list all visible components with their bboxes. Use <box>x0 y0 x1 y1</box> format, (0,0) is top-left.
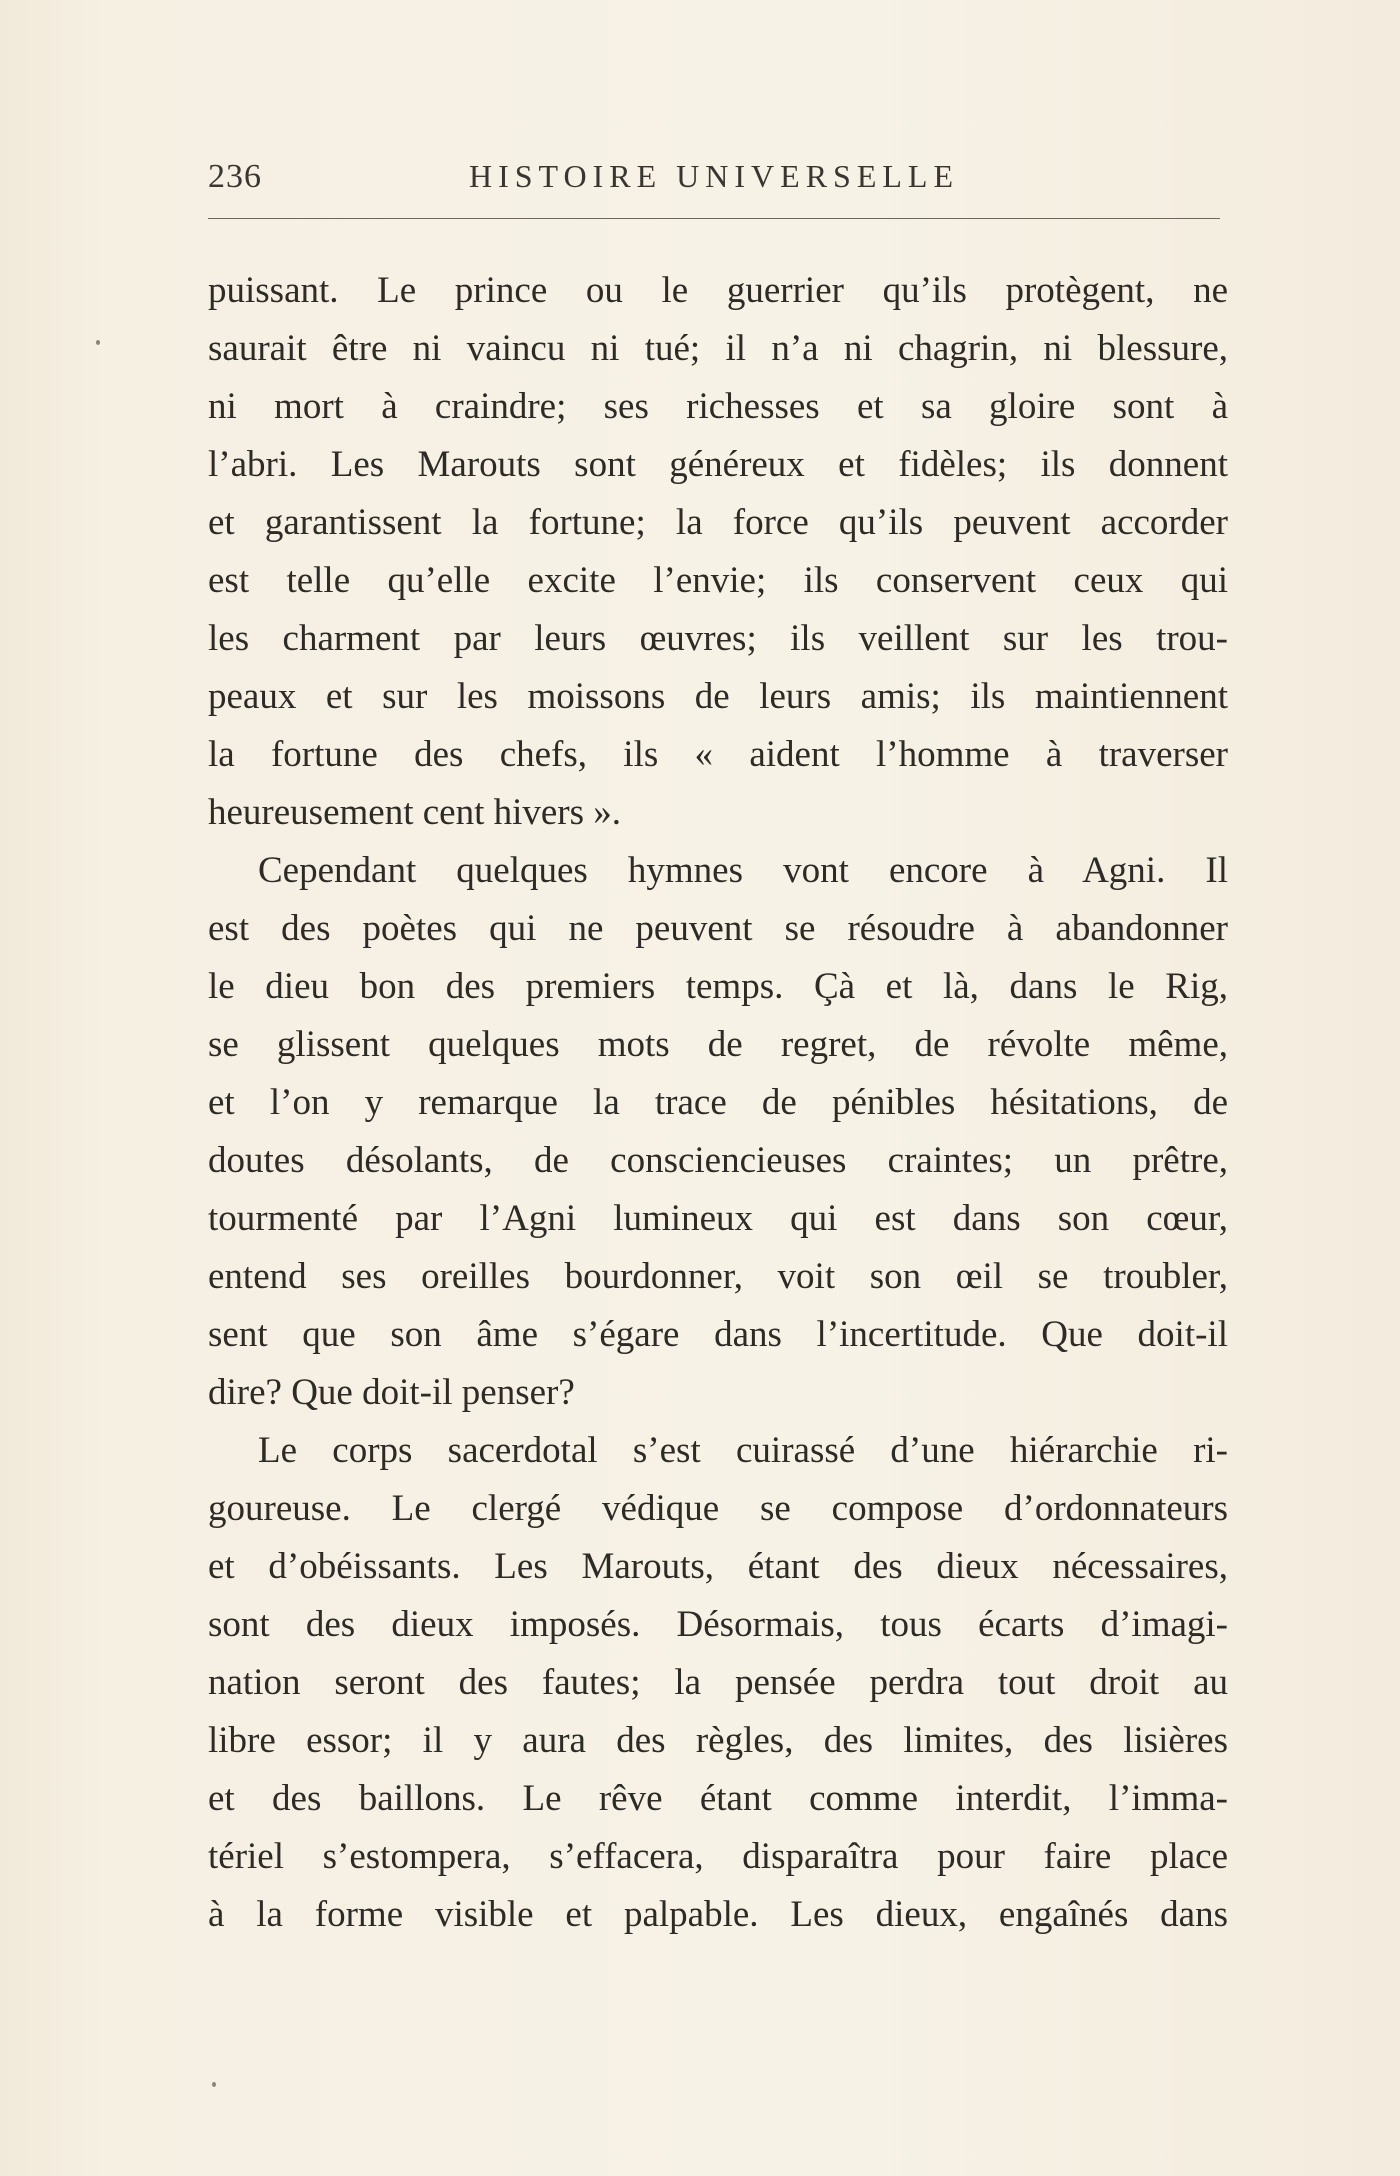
text-line: se glissent quelques mots de regret, de révolte même, <box>208 1024 1228 1065</box>
text-line: Cependant quelques hymnes vont encore à Agni. Il <box>258 850 1228 891</box>
header-rule <box>208 218 1220 219</box>
text-line: tourmenté par l’Agni lumineux qui est dans son cœur, <box>208 1198 1228 1239</box>
paper-speck <box>212 2082 216 2087</box>
text-line: sont des dieux imposés. Désormais, tous écarts d’imagi- <box>208 1604 1228 1645</box>
paragraph <box>208 1422 1228 1944</box>
text-line: Le corps sacerdotal s’est cuirassé d’une hiérarchie ri- <box>258 1430 1228 1471</box>
text-line: et des baillons. Le rêve étant comme interdit, l’imma- <box>208 1778 1228 1819</box>
text-line: dire? Que doit-il penser? <box>208 1372 575 1413</box>
text-line: est telle qu’elle excite l’envie; ils conservent ceux qui <box>208 560 1228 601</box>
paragraph <box>208 262 1228 842</box>
text-line: libre essor; il y aura des règles, des limites, des lisières <box>208 1720 1228 1761</box>
text-line: peaux et sur les moissons de leurs amis; ils maintiennent <box>208 676 1228 717</box>
paragraph <box>208 842 1228 1422</box>
text-line: ni mort à craindre; ses richesses et sa gloire sont à <box>208 386 1228 427</box>
page-number: 236 <box>208 158 262 195</box>
text-line: et garantissent la fortune; la force qu’ils peuvent accorder <box>208 502 1228 543</box>
text-line: heureusement cent hivers ». <box>208 792 622 833</box>
text-line: puissant. Le prince ou le guerrier qu’ils protègent, ne <box>208 270 1228 311</box>
text-line: les charment par leurs œuvres; ils veillent sur les trou- <box>208 618 1228 659</box>
text-line: entend ses oreilles bourdonner, voit son œil se troubler, <box>208 1256 1228 1297</box>
text-line: à la forme visible et palpable. Les dieux, engaînés dans <box>208 1894 1228 1935</box>
text-line: le dieu bon des premiers temps. Çà et là, dans le Rig, <box>208 966 1228 1007</box>
text-line: est des poètes qui ne peuvent se résoudre à abandonner <box>208 908 1228 949</box>
body-text <box>208 262 1228 1944</box>
text-line: et d’obéissants. Les Marouts, étant des dieux nécessaires, <box>208 1546 1228 1587</box>
paper-speck <box>96 340 100 345</box>
text-line: tériel s’estompera, s’effacera, disparaîtra pour faire place <box>208 1836 1228 1877</box>
text-line: doutes désolants, de consciencieuses craintes; un prêtre, <box>208 1140 1228 1181</box>
running-title: HISTOIRE UNIVERSELLE <box>468 158 960 194</box>
text-line: saurait être ni vaincu ni tué; il n’a ni chagrin, ni blessure, <box>208 328 1228 369</box>
text-line: goureuse. Le clergé védique se compose d’ordonnateurs <box>208 1488 1228 1529</box>
text-line: l’abri. Les Marouts sont généreux et fidèles; ils donnent <box>208 444 1228 485</box>
page-header <box>208 158 1220 208</box>
text-line: nation seront des fautes; la pensée perdra tout droit au <box>208 1662 1228 1703</box>
text-line: et l’on y remarque la trace de pénibles hésitations, de <box>208 1082 1228 1123</box>
text-line: la fortune des chefs, ils « aident l’homme à traverser <box>208 734 1228 775</box>
text-line: sent que son âme s’égare dans l’incertitude. Que doit-il <box>208 1314 1228 1355</box>
